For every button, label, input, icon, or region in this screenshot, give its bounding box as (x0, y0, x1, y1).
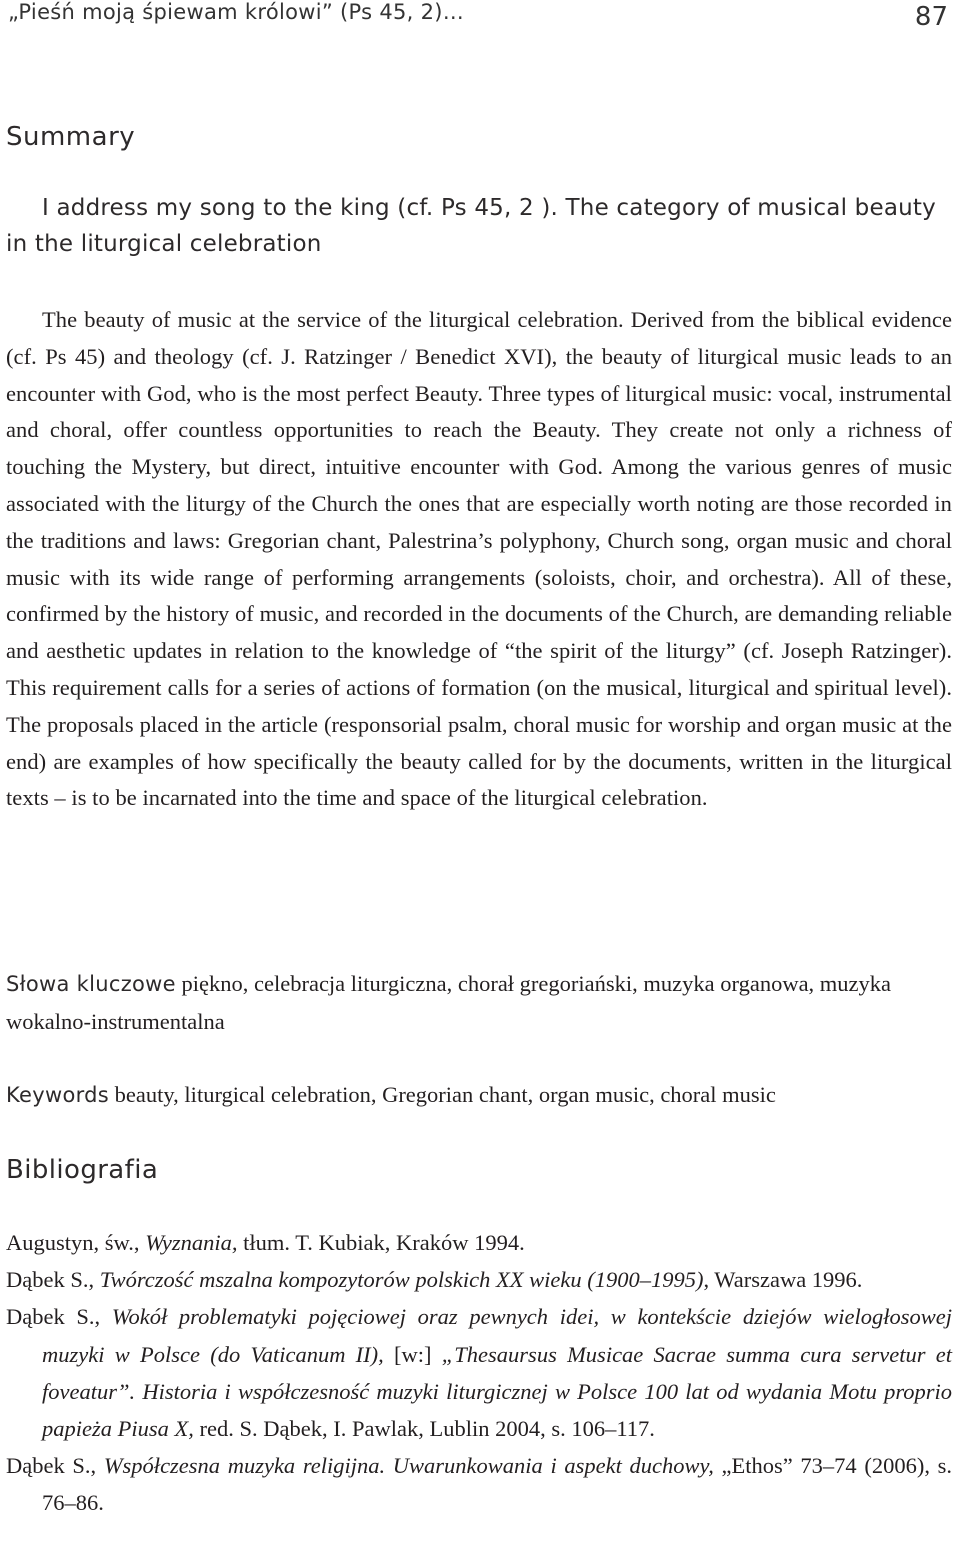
bibliography-entry (6, 1261, 952, 1298)
keywords-pl-text: piękno, celebracja liturgiczna, chorał gregoriański, muzyka organowa, muzyka wokalno-instrumentalna (6, 971, 892, 1034)
keywords-pl (6, 965, 952, 1040)
running-header: „Pieśń moją śpiewam królowi” (Ps 45, 2)… (8, 0, 465, 24)
entry-author: Dąbek S., (6, 1453, 104, 1479)
bibliography-entry (6, 1298, 952, 1447)
keywords-en-label: Keywords (6, 1083, 110, 1107)
keywords-pl-label: Słowa kluczowe (6, 972, 176, 996)
summary-title: I address my song to the king (cf. Ps 45, 2 ). The category of musical beauty in the liturgical celebration (6, 195, 936, 257)
entry-author: Dąbek S., (6, 1304, 112, 1330)
bibliography-entry (6, 1224, 952, 1261)
entry-title: Wyznania, (145, 1230, 238, 1255)
bibliography-heading: Bibliografia (6, 1155, 159, 1185)
entry-details: „Ethos” 73–74 (2006), s. 76–86. (42, 1453, 952, 1516)
entry-title: Twórczość mszalna kompozytorów polskich XX wieku (1900–1995) (99, 1267, 704, 1293)
entry-collection-title: „Thesaursus Musicae Sacrae summa cura servetur et foveatur”. Historia i współczesność muzyki liturgicznej w Polsce 100 lat od wydania Motu proprio papieża Piusa X, (42, 1341, 952, 1442)
entry-details: , Warszawa 1996. (703, 1267, 863, 1293)
entry-author: Dąbek S., (6, 1267, 100, 1293)
entry-in-marker: [w:] (383, 1341, 442, 1367)
summary-heading: Summary (6, 122, 136, 152)
bibliography-list (6, 1224, 952, 1522)
entry-title: Współczesna muzyka religijna. Uwarunkowania i aspekt duchowy, (103, 1453, 714, 1479)
entry-author: Augustyn, św., (6, 1230, 146, 1255)
entry-details: tłum. T. Kubiak, Kraków 1994. (237, 1230, 525, 1255)
entry-details: red. S. Dąbek, I. Pawlak, Lublin 2004, s. 106–117. (193, 1416, 655, 1442)
summary-body: The beauty of music at the service of the liturgical celebration. Derived from the biblical evidence (cf. Ps 45) and theology (cf. J. Ratzinger / Benedict XVI), the beauty of liturgical music leads to an encounter with God, who is the most perfect Beauty. Three types of liturgical music: vocal, instrumental and choral, offer countless opportunities to reach the Beauty. They create not only a richness of touching the Mystery, but direct, intuitive encounter with God. Among the various genres of music associated with the liturgy of the Church the ones that are especially worth noting are those recorded in the traditions and laws: Gregorian chant, Palestrina’s polyphony, Church song, organ music and choral music with its wide range of performing arrangements (soloists, choir, and orchestra). All of these, confirmed by the history of music, and recorded in the documents of the Church, are demanding reliable and aesthetic updates in relation to the knowledge of “the spirit of the liturgy” (cf. Joseph Ratzinger). This requirement calls for a series of actions of formation (on the musical, liturgical and spiritual level). The proposals placed in the article (responsorial psalm, choral music for worship and organ music at the end) are examples of how specifically the beauty called for by the documents, written in the liturgical texts – is to be incarnated into the time and space of the liturgical celebration. (6, 307, 952, 811)
keywords-en-text: beauty, liturgical celebration, Gregorian chant, organ music, choral music (114, 1082, 776, 1107)
entry-title: Wokół problematyki pojęciowej oraz pewnych idei, w kontekście dziejów wielogłosowej muzyki w Polsce (do Vaticanum II), (42, 1304, 952, 1367)
keywords-en (6, 1076, 952, 1114)
bibliography-entry (6, 1447, 952, 1521)
page-number: 87 (914, 2, 948, 32)
